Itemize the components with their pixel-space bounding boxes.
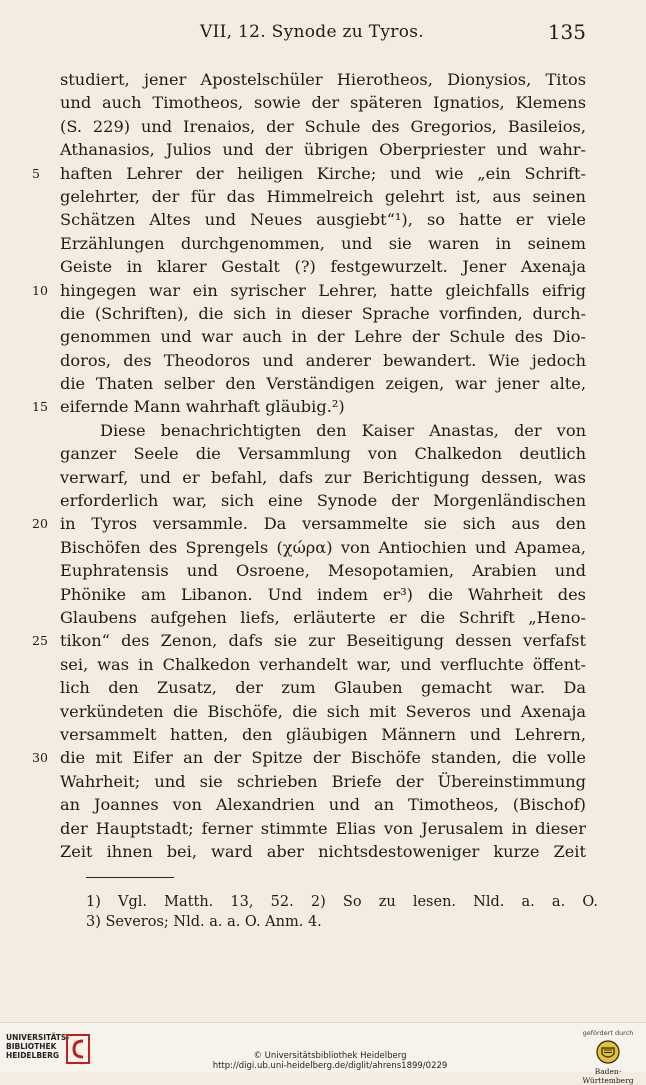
line-text: erforderlich war, sich eine Synode der Morgenländischen <box>60 491 586 511</box>
line-text: Glaubens aufgehen liefs, erläuterte er die Schrift „Heno- <box>60 607 586 627</box>
running-title: VII, 12. Synode zu Tyros. <box>200 22 424 42</box>
footnote-rule <box>86 877 174 878</box>
line-text: Diese benachrichtigten den Kaiser Anastas, der von <box>100 420 586 440</box>
line-text: die mit Eifer an der Spitze der Bischöfe standen, die volle <box>60 748 586 768</box>
line-number: 15 <box>32 399 48 415</box>
text-line <box>60 372 586 395</box>
text-line <box>60 255 586 278</box>
line-text: Geiste in klarer Gestalt (?) festgewurzelt. Jener Axenaja <box>60 257 586 277</box>
text-line <box>60 349 586 372</box>
text-line <box>60 793 586 816</box>
text-line <box>60 770 586 793</box>
text-line <box>60 583 586 606</box>
line-text: Erzählungen durchgenommen, und sie waren in seinem <box>60 233 586 253</box>
line-text: Zeit ihnen bei, ward aber nichtsdestoweniger kurze Zeit <box>60 841 586 861</box>
text-line <box>60 302 586 325</box>
line-text: hingegen war ein syrischer Lehrer, hatte gleichfalls eifrig <box>60 280 586 300</box>
text-line <box>60 676 586 699</box>
copyright-block <box>150 1051 510 1071</box>
page-number: 135 <box>547 20 586 44</box>
line-text: lich den Zusatz, der zum Glauben gemacht war. Da <box>60 678 586 698</box>
line-text: verkündeten die Bischöfe, die sich mit Severos und Axenaja <box>60 701 586 721</box>
text-line <box>60 700 586 723</box>
source-url-link[interactable]: http://digi.ub.uni-heidelberg.de/diglit/ahrens1899/0229 <box>212 1061 448 1071</box>
text-line <box>60 536 586 559</box>
footnote-line: 3) Severos; Nld. a. a. O. Anm. 4. <box>86 914 322 930</box>
text-line <box>32 162 586 185</box>
text-line <box>60 325 586 348</box>
text-line <box>32 746 586 769</box>
text-line <box>60 185 586 208</box>
line-text: versammelt hatten, den gläubigen Männern und Lehrern, <box>60 724 586 744</box>
line-number: 10 <box>32 282 48 298</box>
line-text: und auch Timotheos, sowie der späteren Ignatios, Klemens <box>60 93 586 113</box>
body-text <box>32 68 586 863</box>
line-text: in Tyros versammle. Da versammelte sie sich aus den <box>60 514 586 534</box>
state-seal-icon <box>595 1039 621 1065</box>
line-text: Schätzen Altes und Neues ausgiebt“¹), so hatte er viele <box>60 210 586 230</box>
library-logo-line: UNIVERSITÄTS- <box>6 1033 70 1042</box>
copyright-text: © Universitätsbibliothek Heidelberg <box>253 1051 407 1061</box>
footnotes <box>86 892 598 932</box>
text-line <box>60 232 586 255</box>
line-text: eifernde Mann wahrhaft gläubig.²) <box>60 397 345 417</box>
line-text: gelehrter, der für das Himmelreich gelehrt ist, aus seinen <box>60 186 586 206</box>
text-line <box>60 91 586 114</box>
line-text: Bischöfen des Sprengels (χώρα) von Antiochien und Apamea, <box>60 537 586 557</box>
text-line <box>60 489 586 512</box>
line-text: der Hauptstadt; ferner stimmte Elias von Jerusalem in dieser <box>60 818 586 838</box>
line-text: genommen und war auch in der Lehre der Schule des Dio- <box>60 327 586 347</box>
text-line <box>60 419 586 442</box>
text-line <box>60 442 586 465</box>
text-line <box>60 817 586 840</box>
library-logo-line: BIBLIOTHEK <box>6 1042 57 1051</box>
text-line <box>32 629 586 652</box>
line-text: sei, was in Chalkedon verhandelt war, und verfluchte öffent- <box>60 654 586 674</box>
sponsor-label: gefördert durch <box>582 1029 634 1037</box>
page-header <box>60 20 586 46</box>
line-text: verwarf, und er befahl, dafs zur Berichtigung dessen, was <box>60 467 586 487</box>
text-line <box>60 723 586 746</box>
line-text: die Thaten selber den Verständigen zeigen, war jener alte, <box>60 374 586 394</box>
text-line <box>60 653 586 676</box>
line-text: Euphratensis und Osroene, Mesopotamien, Arabien und <box>60 561 586 581</box>
text-line <box>32 279 586 302</box>
footnote-line: 1) Vgl. Matth. 13, 52. 2) So zu lesen. Nld. a. a. O. <box>86 894 598 910</box>
library-mark-icon <box>66 1034 90 1064</box>
line-number: 20 <box>32 516 48 532</box>
line-text: doros, des Theodoros und anderer bewandert. Wie jedoch <box>60 350 586 370</box>
library-logo-line: HEIDELBERG <box>6 1051 60 1060</box>
library-logo <box>6 1033 70 1060</box>
text-line <box>60 115 586 138</box>
line-text: Phönike am Libanon. Und indem er³) die Wahrheit des <box>60 584 586 604</box>
text-line <box>60 138 586 161</box>
line-number: 30 <box>32 750 48 766</box>
line-text: ganzer Seele die Versammlung von Chalkedon deutlich <box>60 444 586 464</box>
text-line <box>60 466 586 489</box>
text-line <box>60 208 586 231</box>
line-text: haften Lehrer der heiligen Kirche; und wie „ein Schrift- <box>60 163 586 183</box>
text-line <box>32 512 586 535</box>
line-number: 5 <box>32 165 40 181</box>
text-line <box>32 395 586 418</box>
line-number: 25 <box>32 633 48 649</box>
text-line <box>60 606 586 629</box>
line-text: tikon“ des Zenon, dafs sie zur Beseitigung dessen verfafst <box>60 631 586 651</box>
line-text: (S. 229) und Irenaios, der Schule des Gregorios, Basileios, <box>60 116 586 136</box>
line-text: an Joannes von Alexandrien und an Timotheos, (Bischof) <box>60 795 586 815</box>
text-line <box>60 68 586 91</box>
digitization-footer <box>0 1022 646 1085</box>
sponsor-name: Baden-Württemberg <box>582 1067 634 1085</box>
text-line <box>60 559 586 582</box>
text-line <box>60 840 586 863</box>
sponsor-block <box>576 1029 640 1085</box>
line-text: studiert, jener Apostelschüler Hierotheos, Dionysios, Titos <box>60 70 586 89</box>
line-text: die (Schriften), die sich in dieser Sprache vorfinden, durch- <box>60 303 586 323</box>
line-text: Wahrheit; und sie schrieben Briefe der Übereinstimmung <box>60 771 586 791</box>
line-text: Athanasios, Julios und der übrigen Oberpriester und wahr- <box>60 140 586 160</box>
